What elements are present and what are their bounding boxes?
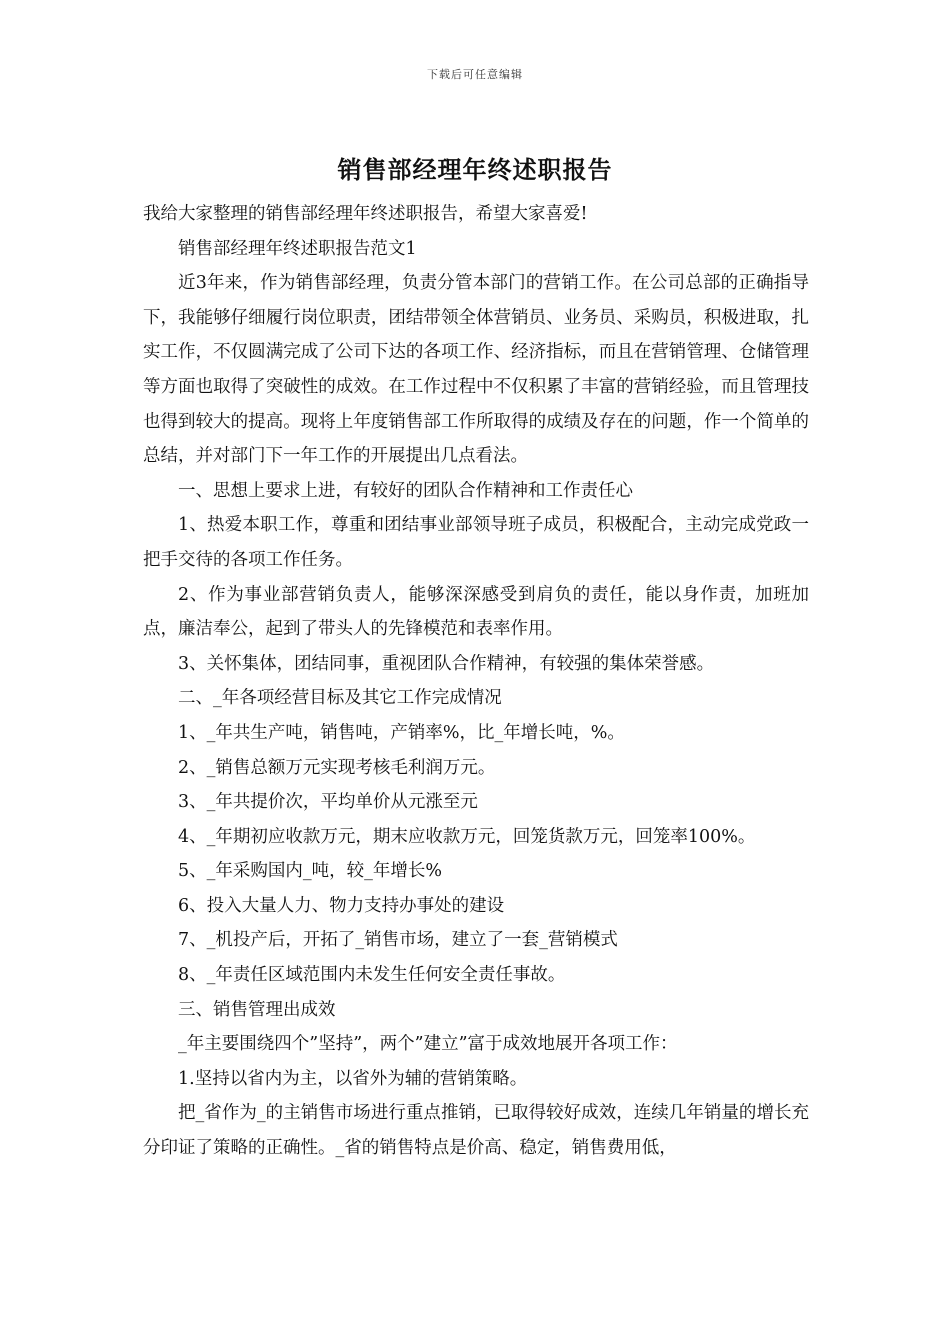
body-paragraph: 近3年来，作为销售部经理，负责分管本部门的营销工作。在公司总部的正确指导下，我能够仔细履行岗位职责，团结带领全体营销员、业务员、采购员，积极进取，扎实工作，不仅圆满完成了公司下达的各项工作、经济指标，而且在营销管理、仓储管理等方面也取得了突破性的成效。在工作过程中不仅积累了丰富的营销经验，而且管理技也得到较大的提高。现将上年度销售部工作所取得的成绩及存在的问题，作一个简单的总结，并对部门下一年工作的开展提出几点看法。 xyxy=(143,273,809,467)
body-paragraph: 4、_年期初应收款万元，期末应收款万元，回笼货款万元，回笼率100%。 xyxy=(178,826,756,847)
body-paragraph: 一、思想上要求上进，有较好的团队合作精神和工作责任心 xyxy=(178,480,633,501)
body-paragraph: 8、_年责任区域范围内未发生任何安全责任事故。 xyxy=(178,965,566,986)
body-paragraph: 5、_年采购国内_吨，较_年增长% xyxy=(178,861,443,882)
body-paragraph: 三、销售管理出成效 xyxy=(178,999,336,1020)
body-paragraph: 1、_年共生产吨，销售吨，产销率%，比_年增长吨，%。 xyxy=(178,722,625,743)
body-paragraph: 1.坚持以省内为主，以省外为辅的营销策略。 xyxy=(178,1068,528,1089)
body-paragraph: 2、_销售总额万元实现考核毛利润万元。 xyxy=(178,757,496,778)
body-paragraph: 6、投入大量人力、物力支持办事处的建设 xyxy=(178,895,505,916)
body-paragraph: 我给大家整理的销售部经理年终述职报告，希望大家喜爱! xyxy=(143,204,588,224)
body-paragraph: _年主要围绕四个”坚持”，两个”建立”富于成效地展开各项工作： xyxy=(178,1034,678,1055)
document-title: 销售部经理年终述职报告 xyxy=(337,155,613,184)
body-paragraph: 3、关怀集体，团结同事，重视团队合作精神，有较强的集体荣誉感。 xyxy=(178,653,715,674)
body-paragraph: 二、_年各项经营目标及其它工作完成情况 xyxy=(178,688,502,709)
document-body xyxy=(143,197,809,1166)
body-paragraph: 3、_年共提价次，平均单价从元涨至元 xyxy=(178,792,478,813)
header-note: 下载后可任意编辑 xyxy=(427,68,523,81)
body-paragraph: 销售部经理年终述职报告范文1 xyxy=(178,238,417,259)
body-paragraph: 1、热爱本职工作，尊重和团结事业部领导班子成员，积极配合，主动完成党政一把手交待的各项工作任务。 xyxy=(143,515,809,570)
body-paragraph: 2、作为事业部营销负责人，能够深深感受到肩负的责任，能以身作责，加班加点，廉洁奉公，起到了带头人的先锋模范和表率作用。 xyxy=(143,584,809,640)
body-paragraph: 把_省作为_的主销售市场进行重点推销，已取得较好成效，连续几年销量的增长充分印证了策略的正确性。_省的销售特点是价高、稳定，销售费用低， xyxy=(143,1103,809,1159)
body-paragraph: 7、_机投产后，开拓了_销售市场，建立了一套_营销模式 xyxy=(178,930,618,951)
